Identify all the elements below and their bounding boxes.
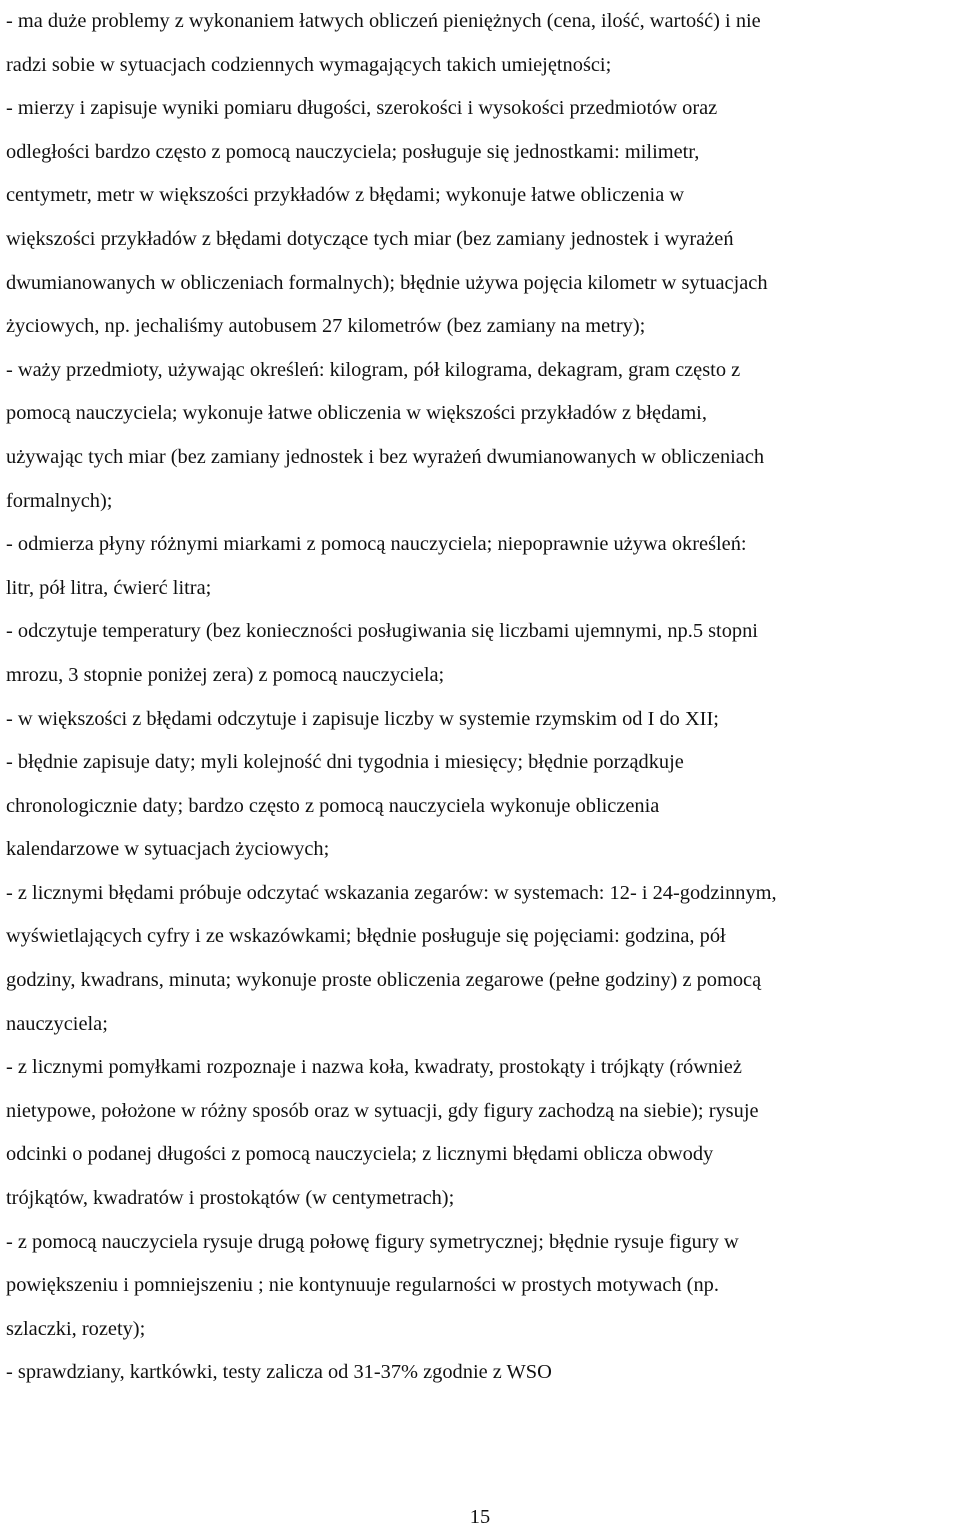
text-line: - z pomocą nauczyciela rysuje drugą połowę figury symetrycznej; błędnie rysuje figury w [6,1230,739,1253]
text-line: szlaczki, rozety); [6,1317,146,1340]
text-line: nietypowe, położone w różny sposób oraz w sytuacji, gdy figury zachodzą na siebie); rysuje [6,1099,759,1122]
text-line: centymetr, metr w większości przykładów z błędami; wykonuje łatwe obliczenia w [6,184,685,207]
text-line: używając tych miar (bez zamiany jednostek i bez wyrażeń dwumianowanych w obliczeniach [6,445,765,468]
text-line: - w większości z błędami odczytuje i zapisuje liczby w systemie rzymskim od I do XII; [6,707,719,730]
text-line: chronologicznie daty; bardzo często z pomocą nauczyciela wykonuje obliczenia [6,794,660,817]
text-line: życiowych, np. jechaliśmy autobusem 27 kilometrów (bez zamiany na metry); [6,315,646,338]
text-line: - mierzy i zapisuje wyniki pomiaru długości, szerokości i wysokości przedmiotów oraz [6,97,718,120]
text-line: godziny, kwadrans, minuta; wykonuje proste obliczenia zegarowe (pełne godziny) z pomocą [6,969,762,992]
text-line: - waży przedmioty, używając określeń: kilogram, pół kilograma, dekagram, gram często z [6,358,741,381]
text-line: odcinki o podanej długości z pomocą nauczyciela; z licznymi błędami oblicza obwody [6,1143,714,1166]
text-line: formalnych); [6,489,113,512]
text-line: nauczyciela; [6,1012,108,1035]
text-line: kalendarzowe w sytuacjach życiowych; [6,838,330,861]
text-line: - z licznymi pomyłkami rozpoznaje i nazwa koła, kwadraty, prostokąty i trójkąty (również [6,1056,742,1079]
text-line: - błędnie zapisuje daty; myli kolejność dni tygodnia i miesięcy; błędnie porządkuje [6,751,684,774]
text-line: pomocą nauczyciela; wykonuje łatwe obliczenia w większości przykładów z błędami, [6,402,707,425]
text-line: powiększeniu i pomniejszeniu ; nie kontynuuje regularności w prostych motywach (np. [6,1274,719,1297]
text-line: litr, pół litra, ćwierć litra; [6,576,212,599]
body-text [6,0,958,1395]
text-line: radzi sobie w sytuacjach codziennych wymagających takich umiejętności; [6,53,612,76]
text-line: - sprawdziany, kartkówki, testy zalicza od 31-37% zgodnie z WSO [6,1361,552,1384]
page-number: 15 [469,1506,491,1528]
text-line: trójkątów, kwadratów i prostokątów (w centymetrach); [6,1187,455,1210]
text-line: większości przykładów z błędami dotyczące tych miar (bez zamiany jednostek i wyrażeń [6,227,734,250]
text-line: - ma duże problemy z wykonaniem łatwych obliczeń pieniężnych (cena, ilość, wartość) i nie [6,10,761,32]
text-line: - odmierza płyny różnymi miarkami z pomocą nauczyciela; niepoprawnie używa określeń: [6,533,747,556]
text-line: wyświetlających cyfry i ze wskazówkami; błędnie posługuje się pojęciami: godzina, pół [6,925,726,948]
text-line: mrozu, 3 stopnie poniżej zera) z pomocą nauczyciela; [6,663,445,686]
text-line: odległości bardzo często z pomocą nauczyciela; posługuje się jednostkami: milimetr, [6,140,700,163]
text-line: dwumianowanych w obliczeniach formalnych); błędnie używa pojęcia kilometr w sytuacjach [6,271,768,294]
text-line: - z licznymi błędami próbuje odczytać wskazania zegarów: w systemach: 12- i 24-godzinnym, [6,881,777,904]
text-line: - odczytuje temperatury (bez konieczności posługiwania się liczbami ujemnymi, np.5 stopni [6,620,758,643]
